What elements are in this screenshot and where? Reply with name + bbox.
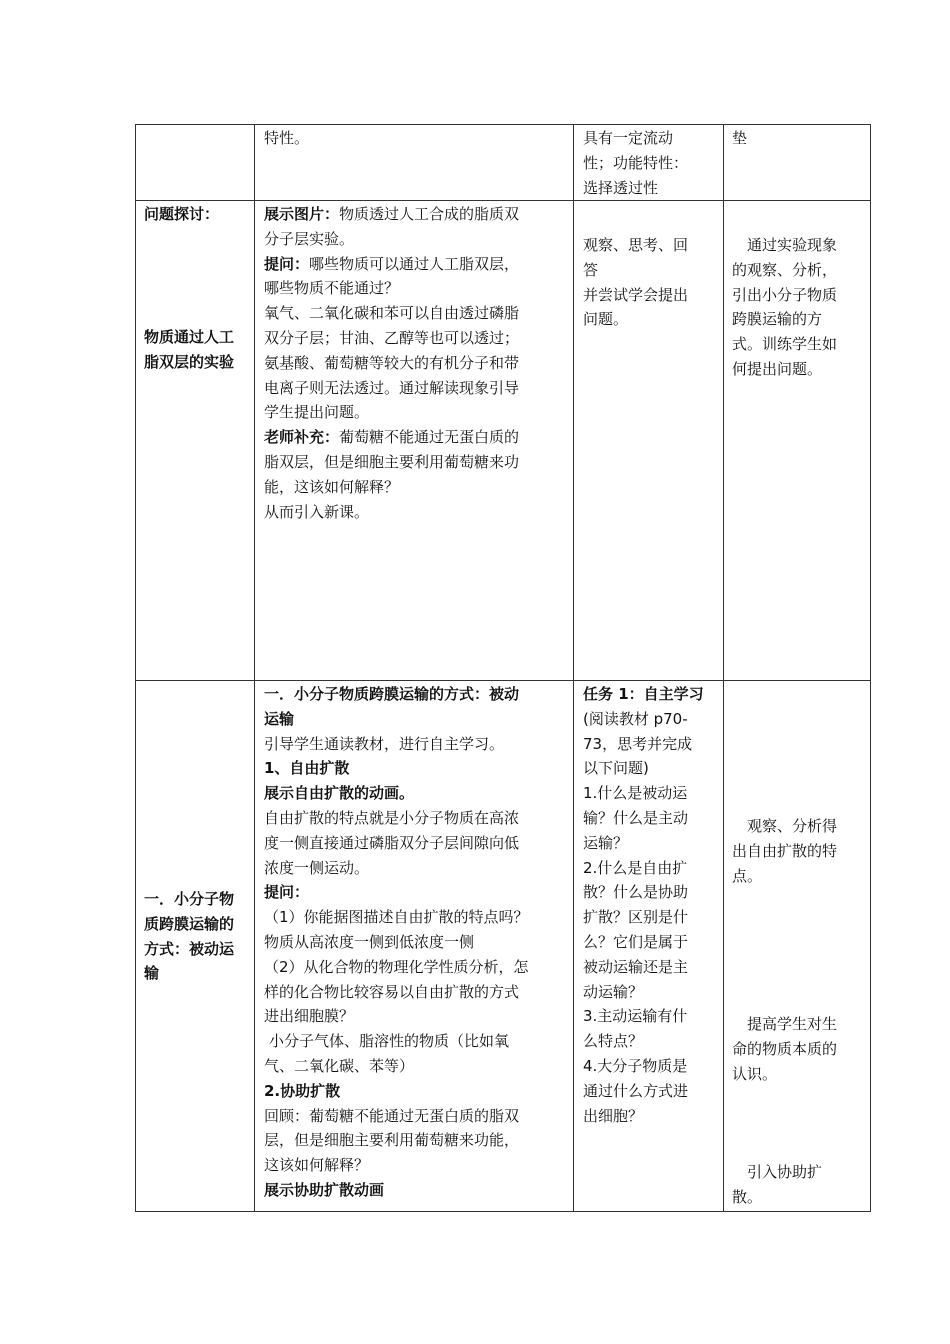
row-divider-2 bbox=[135, 680, 871, 681]
text-line: 3.主动运输有什 bbox=[583, 1007, 688, 1026]
text-line: 73，思考并完成 bbox=[583, 734, 693, 753]
text-line: 出细胞？ bbox=[583, 1106, 644, 1125]
text-line: 以下问题) bbox=[583, 759, 649, 778]
text-line: 物质通过人工 bbox=[144, 328, 235, 346]
row-divider-1 bbox=[135, 200, 871, 201]
text-line: 分子层实验。 bbox=[264, 229, 355, 248]
text-line: 气、二氧化碳、苯等） bbox=[264, 1056, 415, 1075]
text-line: 具有一定流动 bbox=[583, 129, 674, 147]
row2-student-cell bbox=[583, 233, 718, 332]
text-line: 2.什么是自由扩 bbox=[583, 858, 688, 877]
text-line: 引出小分子物质 bbox=[732, 285, 838, 304]
text-line: 学生提出问题。 bbox=[264, 403, 370, 422]
text-line: 脂双层的实验 bbox=[144, 352, 235, 371]
text-line: （1）你能据图描述自由扩散的特点吗？ bbox=[264, 908, 529, 927]
text-line: 氧气、二氧化碳和苯可以自由透过磷脂 bbox=[264, 304, 520, 323]
text-line: 并尝试学会提出 bbox=[583, 285, 689, 304]
text-line: 展示自由扩散的动画。 bbox=[264, 784, 415, 803]
text-line: 4.大分子物质是 bbox=[583, 1056, 688, 1075]
text-line: 葡萄糖不能通过无蛋白质的 bbox=[339, 428, 520, 447]
column-divider-1 bbox=[254, 124, 255, 1212]
column-divider-3 bbox=[723, 124, 724, 1212]
table-border-left bbox=[135, 124, 136, 1212]
text-line: 这该如何解释？ bbox=[264, 1156, 370, 1175]
text-line: 认识。 bbox=[732, 1064, 778, 1083]
text-line: 运输？ bbox=[583, 833, 629, 852]
row3-stage-title bbox=[144, 887, 252, 986]
row1-student-cell bbox=[583, 126, 718, 200]
text-line: 么特点？ bbox=[583, 1032, 644, 1051]
column-divider-2 bbox=[573, 124, 574, 1212]
text-line: （2）从化合物的物理化学性质分析，怎 bbox=[264, 957, 529, 976]
text-line: 出自由扩散的特 bbox=[732, 841, 838, 860]
table-border-bottom bbox=[135, 1211, 871, 1212]
text-line: 点。 bbox=[732, 866, 763, 885]
row2-stage-title bbox=[144, 325, 252, 375]
text-line: 被动运输还是主 bbox=[583, 957, 689, 976]
row3-content-cell bbox=[264, 682, 569, 1203]
text-line: 散？什么是协助 bbox=[583, 883, 689, 902]
text-line: 命的物质本质的 bbox=[732, 1039, 838, 1058]
text-line: 自由扩散的特点就是小分子物质在高浓 bbox=[264, 808, 520, 827]
text-line: 从而引入新课。 bbox=[264, 502, 370, 521]
text-line: 展示协助扩散动画 bbox=[264, 1180, 385, 1199]
text-line: 物质从高浓度一侧到低浓度一侧 bbox=[264, 932, 475, 951]
text-line: 能，这该如何解释？ bbox=[264, 477, 400, 496]
text-line: 样的化合物比较容易以自由扩散的方式 bbox=[264, 982, 520, 1001]
row1-intent-cell bbox=[732, 126, 867, 151]
text-line: 引导学生通读教材，进行自主学习。 bbox=[264, 734, 505, 753]
text-line: 性；功能特性： bbox=[583, 153, 689, 172]
text-line: 质跨膜运输的 bbox=[144, 914, 235, 933]
task-title: 任务 1：自主学习 bbox=[583, 685, 704, 703]
text-line: 进出细胞膜？ bbox=[264, 1007, 355, 1026]
row2-content-cell bbox=[264, 202, 569, 524]
section-heading: 问题探讨： bbox=[144, 205, 220, 223]
text-line: 扩散？区别是什 bbox=[583, 908, 689, 927]
text-line: 氨基酸、葡萄糖等较大的有机分子和带 bbox=[264, 353, 520, 372]
text-line: 输 bbox=[144, 964, 160, 983]
text-line: 1.什么是被动运 bbox=[583, 784, 688, 803]
text-line: 物质透过人工合成的脂质双 bbox=[339, 205, 520, 223]
row2-stage-label bbox=[144, 202, 252, 227]
text-line: 方式：被动运 bbox=[144, 939, 235, 958]
text-line: 提高学生对生 bbox=[747, 1015, 838, 1033]
text-line: 层，但是细胞主要利用葡萄糖来功能， bbox=[264, 1131, 520, 1150]
text-line: 浓度一侧运动。 bbox=[264, 858, 370, 877]
row1-content-cell bbox=[264, 126, 564, 151]
text-line: (阅读教材 p70- bbox=[583, 709, 688, 728]
text-line: 答 bbox=[583, 260, 599, 279]
section-heading: 运输 bbox=[264, 709, 295, 728]
row3-intent-cell-b bbox=[732, 1012, 867, 1086]
table-border-right bbox=[870, 124, 871, 1212]
subheading-free-diffusion: 1、自由扩散 bbox=[264, 759, 350, 778]
text-line: 问题。 bbox=[583, 310, 629, 329]
text-line: 电离子则无法透过。通过解读现象引导 bbox=[264, 378, 520, 397]
text-line: 动运输？ bbox=[583, 982, 644, 1001]
text-line: 选择透过性 bbox=[583, 178, 659, 197]
text-line: 么？它们是属于 bbox=[583, 932, 689, 951]
text-line: 观察、分析得 bbox=[747, 817, 838, 835]
row3-intent-cell-a bbox=[732, 814, 867, 888]
text-line: 特性。 bbox=[264, 129, 310, 147]
label-question: 提问： bbox=[264, 254, 310, 273]
row3-intent-cell-c bbox=[732, 1160, 867, 1210]
label-question: 提问： bbox=[264, 883, 310, 902]
text-line: 垫 bbox=[732, 129, 748, 147]
text-line: 何提出问题。 bbox=[732, 359, 823, 378]
text-line: 哪些物质不能通过？ bbox=[264, 279, 400, 298]
text-line: 散。 bbox=[732, 1187, 763, 1206]
text-line: 小分子气体、脂溶性的物质（比如氧 bbox=[269, 1032, 510, 1051]
row3-student-cell bbox=[583, 682, 720, 1128]
text-line: 一．小分子物 bbox=[144, 890, 235, 908]
subheading-facilitated-diffusion: 2.协助扩散 bbox=[264, 1081, 341, 1100]
text-line: 式。训练学生如 bbox=[732, 335, 838, 354]
section-heading: 一．小分子物质跨膜运输的方式：被动 bbox=[264, 685, 520, 703]
label-teacher-note: 老师补充： bbox=[264, 428, 340, 447]
label-show-image: 展示图片： bbox=[264, 205, 340, 223]
text-line: 双分子层；甘油、乙醇等也可以透过； bbox=[264, 328, 520, 347]
text-line: 跨膜运输的方 bbox=[732, 310, 823, 329]
text-line: 回顾：葡萄糖不能通过无蛋白质的脂双 bbox=[264, 1106, 520, 1125]
text-line: 的观察、分析， bbox=[732, 260, 838, 279]
table-border-top bbox=[135, 124, 871, 125]
text-line: 度一侧直接通过磷脂双分子层间隙向低 bbox=[264, 833, 520, 852]
text-line: 引入协助扩 bbox=[747, 1163, 823, 1181]
lesson-plan-table bbox=[135, 124, 871, 1212]
text-line: 输？什么是主动 bbox=[583, 808, 689, 827]
text-line: 通过什么方式进 bbox=[583, 1081, 689, 1100]
text-line: 脂双层，但是细胞主要利用葡萄糖来功 bbox=[264, 452, 520, 471]
text-line: 通过实验现象 bbox=[747, 236, 838, 254]
text-line: 哪些物质可以通过人工脂双层， bbox=[309, 254, 520, 273]
text-line: 观察、思考、回 bbox=[583, 236, 689, 254]
row2-intent-cell bbox=[732, 233, 867, 382]
